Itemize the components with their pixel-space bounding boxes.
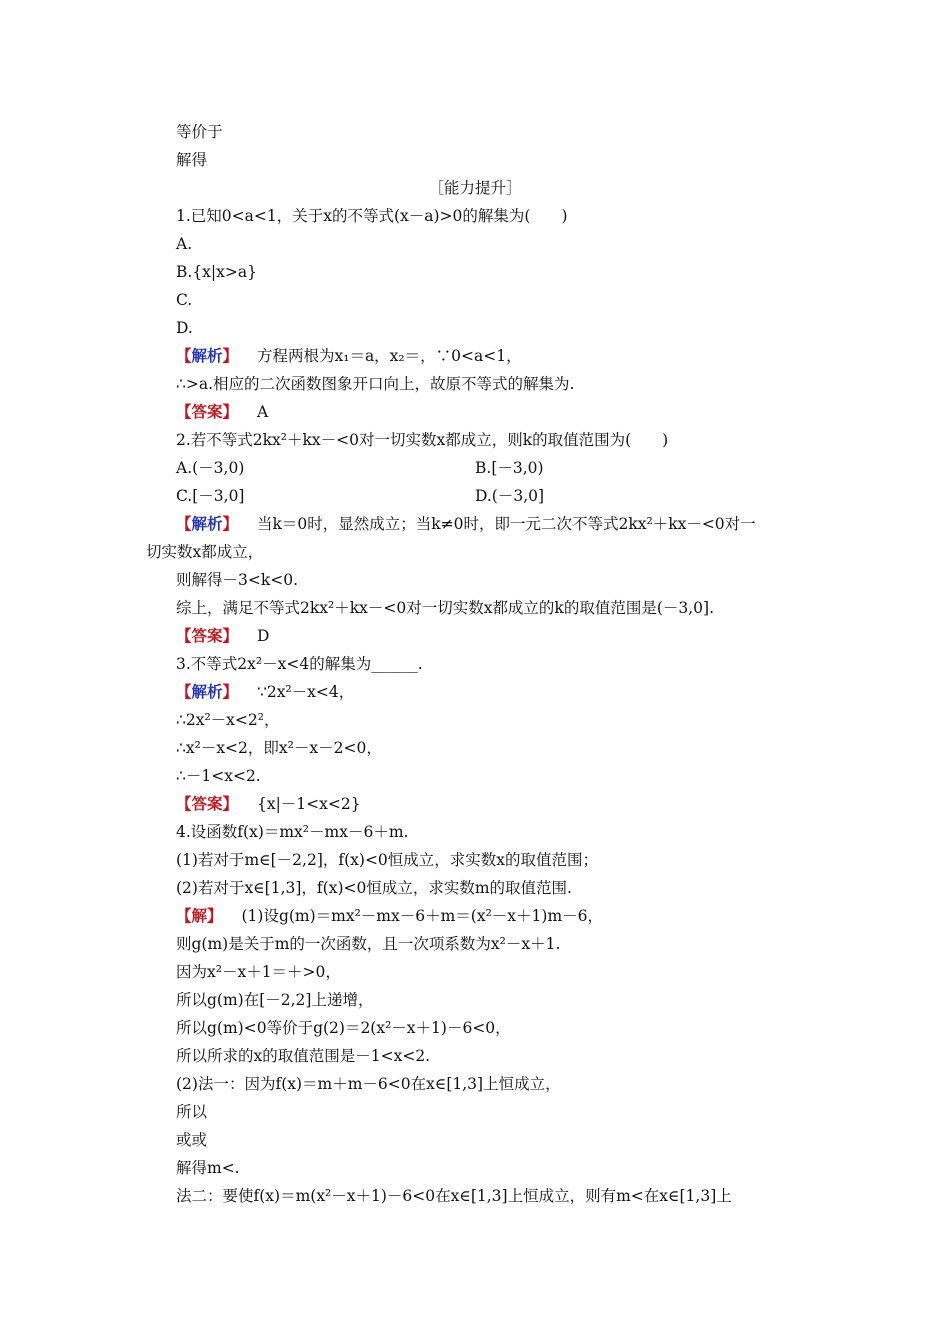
option-c: C. (176, 291, 193, 309)
analysis-line: 【解析】 ∵2x²－x<4， (176, 682, 355, 701)
solution-tag: 解 (191, 907, 208, 925)
text-line: ∴>a.相应的二次函数图象开口向上，故原不等式的解集为. (176, 375, 575, 393)
analysis-tag: 解析 (191, 683, 223, 701)
option-d: D.(－3,0] (475, 487, 545, 505)
solution-text: (1)设g(m)＝mx²－mx－6＋m＝(x²－x＋1)m－6， (241, 907, 604, 925)
analysis-line: 【解析】 当k＝0时，显然成立；当k≠0时，即一元二次不等式2kx²＋kx－<0对一 (176, 514, 756, 533)
text-line: 所以所求的x的取值范围是－1<x<2. (176, 1047, 431, 1065)
text-line: 或或 (176, 1131, 208, 1149)
text-line: 切实数x都成立， (146, 543, 264, 561)
option-d: D. (176, 319, 193, 337)
text-line: 所以 (176, 1103, 208, 1121)
analysis-tag: 解析 (191, 515, 223, 533)
section-heading: ［能力提升］ (428, 179, 522, 197)
option-a: A.(－3,0) (176, 459, 245, 477)
analysis-line: 【解析】 方程两根为x₁＝a，x₂＝，∵0<a<1， (176, 346, 522, 365)
option-a: A. (176, 235, 193, 253)
text-line: 所以g(m)<0等价于g(2)＝2(x²－x＋1)－6<0， (176, 1019, 511, 1037)
text-line: 所以g(m)在[－2,2]上递增， (176, 991, 374, 1009)
analysis-text: ∵2x²－x<4， (256, 683, 355, 701)
answer-line: 【答案】 D (176, 626, 270, 645)
text-line: 则解得－3<k<0. (176, 571, 299, 589)
solution-line: 【解】 (1)设g(m)＝mx²－mx－6＋m＝(x²－x＋1)m－6， (176, 906, 604, 925)
analysis-tag: 解析 (191, 347, 223, 365)
answer-line: 【答案】 {x|－1<x<2} (176, 794, 361, 813)
text-line: ∴－1<x<2. (176, 767, 261, 785)
answer-line: 【答案】 A (176, 402, 269, 421)
text-line: ∴2x²－x<2²， (176, 711, 280, 729)
text-line: (2)若对于x∈[1,3]，f(x)<0恒成立，求实数m的取值范围. (176, 879, 572, 897)
text-line: (2)法一：因为f(x)＝m＋m－6<0在x∈[1,3]上恒成立， (176, 1075, 561, 1093)
option-b: B.{x|x>a} (176, 263, 257, 281)
text-line: 解得 (176, 151, 208, 169)
option-c: C.[－3,0] (176, 487, 245, 505)
text-line: 法二：要使f(x)＝m(x²－x＋1)－6<0在x∈[1,3]上恒成立，则有m<在x∈[1,3]上 (176, 1187, 732, 1205)
text-line: 则g(m)是关于m的一次函数，且一次项系数为x²－x＋1. (176, 935, 561, 953)
analysis-text: 当k＝0时，显然成立；当k≠0时，即一元二次不等式2kx²＋kx－<0对一 (256, 515, 756, 533)
text-line: 解得m<. (176, 1159, 240, 1177)
answer-text: A (256, 403, 269, 421)
text-line: 综上，满足不等式2kx²＋kx－<0对一切实数x都成立的k的取值范围是(－3,0]. (176, 599, 714, 617)
question-2: 2.若不等式2kx²＋kx－<0对一切实数x都成立，则k的取值范围为( ) (176, 431, 669, 449)
text-line: (1)若对于m∈[－2,2]，f(x)<0恒成立，求实数x的取值范围； (176, 851, 599, 869)
answer-tag: 答案 (191, 627, 223, 645)
analysis-text: 方程两根为x₁＝a，x₂＝，∵0<a<1， (256, 347, 522, 365)
answer-text: {x|－1<x<2} (256, 795, 361, 813)
question-4: 4.设函数f(x)＝mx²－mx－6＋m. (176, 823, 409, 841)
answer-tag: 答案 (191, 795, 223, 813)
answer-text: D (256, 627, 270, 645)
question-3: 3.不等式2x²－x<4的解集为______. (176, 655, 423, 673)
option-b: B.[－3,0) (475, 459, 544, 477)
text-line: ∴x²－x<2，即x²－x－2<0， (176, 739, 382, 757)
text-line: 因为x²－x＋1＝＋>0， (176, 963, 341, 981)
answer-tag: 答案 (191, 403, 223, 421)
question-1: 1.已知0<a<1，关于x的不等式(x－a)>0的解集为( ) (176, 207, 568, 225)
text-line: 等价于 (176, 123, 223, 141)
